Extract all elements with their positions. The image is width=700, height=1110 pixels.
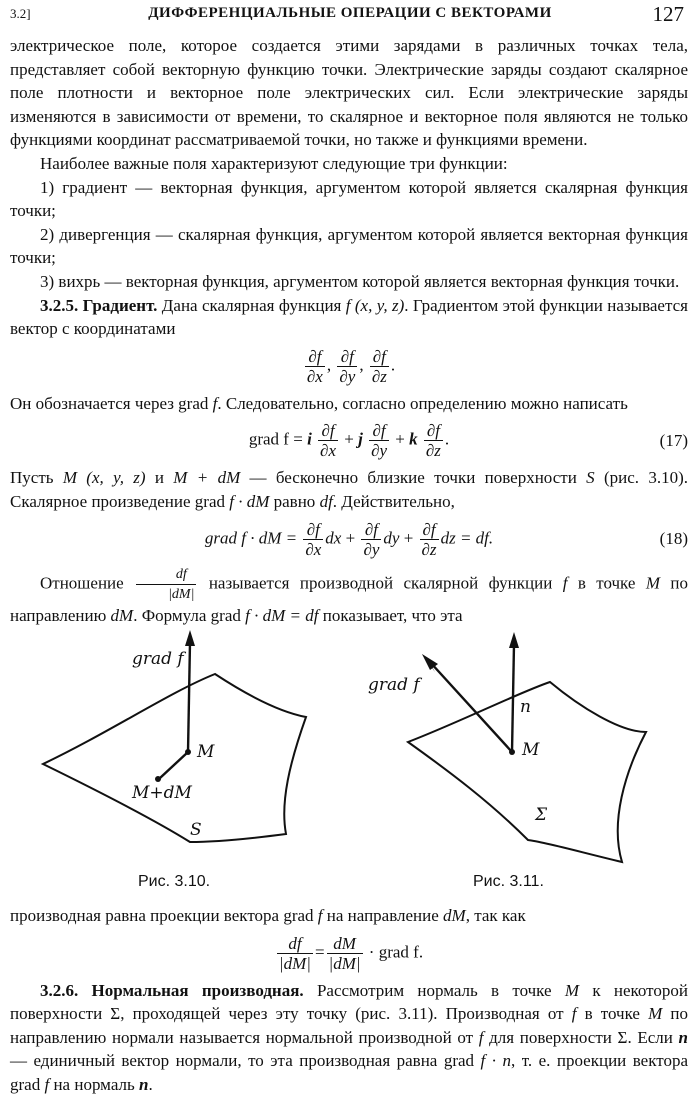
paragraph-points: Пусть M (x, y, z) и M + dM — бесконечно близкие точки поверхности S (рис. 3.10). Скалярное произведение grad f · dM равно df. Действительно, (10, 468, 688, 511)
paragraph-notation: Он обозначается через grad f. Следовательно, согласно определению можно написать (10, 393, 628, 413)
list-item-gradient: 1) градиент — векторная функция, аргументом которой является скалярная функция точки; (10, 177, 688, 221)
label-surface-sigma: Σ (535, 805, 548, 825)
equation-number-18: (18) (659, 529, 688, 549)
text-block-top (10, 34, 688, 627)
paragraph-gradient: 3.2.5. Градиент. Дана скалярная функция f (x, y, z). Градиентом этой функции называется вектор с координатами (10, 295, 688, 339)
paragraph-functions: Наиболее важные поля характеризуют следующие три функции: (40, 153, 508, 173)
paragraph-derivative: Отношение $\frac{df}{|dM|}$ называется производной скалярной функции f в точке M по направлению dM. Формула grad f · dM = df показывает, что эта (10, 566, 688, 625)
label-m: M (197, 742, 215, 762)
label-grad-f: grad f (132, 649, 184, 669)
caption-fig-3-10: Рис. 3.10. (138, 873, 211, 890)
paragraph-projection: производная равна проекции вектора grad f на направление dM, так как (10, 906, 526, 925)
text-block-bottom (10, 904, 688, 1097)
list-item-curl: 3) вихрь — векторная функция, аргументом которой является векторная функция точки. (40, 271, 680, 291)
label-surface-s: S (190, 820, 202, 840)
equation-partials: $\frac{\partial f}{\partial x}$ , $\frac{\partial f}{\partial y}$ , $\frac{\partial f}{\partial z}$ . (306, 346, 396, 386)
list-item-divergence: 2) дивергенция — скалярная функция, аргументом которой является векторная функция точки; (10, 224, 688, 268)
paragraph-intro: электрическое поле, которое создается этими зарядами в различных точках тела, представляет собой векторную функцию точки. Электрические заряды создают скалярное поле плотности и векторное поле электрических сил. Если электрические заряды изменяются в зависимости от времени, то скалярное и векторное поля являются не только функциями координат рассматриваемой точки, но также и функциями времени. (10, 36, 688, 150)
page-number: 127 (652, 2, 684, 26)
equation-17: grad f = i $\frac{\partial f}{\partial x}$ + j $\frac{\partial f}{\partial y}$ + k $\frac{\partial f}{\partial z}$ . (17) (248, 421, 688, 461)
paragraph-normal-derivative: 3.2.6. Нормальная производная. Рассмотрим нормаль в точке M к некоторой поверхности Σ, проходящей через эту точку (рис. 3.11). Производная от f в точке M по направлению нормали называется нормальной производной от f для поверхности Σ. Если n — единичный вектор нормали, то эта производная равна grad f · n, т. е. проекции вектора grad f на нормаль n. (10, 980, 688, 1094)
equation-number-17: (17) (659, 431, 688, 451)
label-grad-f: grad f (368, 675, 420, 695)
equation-projection: $\frac{df}{|dM|}$ = $\frac{dM}{|dM|}$ · grad f. (278, 933, 424, 973)
section-heading-gradient: 3.2.5. Градиент. (40, 295, 158, 315)
page-header (10, 0, 690, 30)
label-normal-n: n (520, 697, 531, 717)
running-title: ДИФФЕРЕНЦИАЛЬНЫЕ ОПЕРАЦИИ С ВЕКТОРАМИ (148, 5, 552, 21)
label-m-plus-dm: M+dM (132, 783, 192, 803)
label-m: M (522, 740, 540, 760)
section-heading-normal-derivative: 3.2.6. Нормальная производная. (40, 980, 304, 1000)
caption-fig-3-11: Рис. 3.11. (473, 873, 544, 890)
equation-18: grad f · dM = $\frac{\partial f}{\partial x}$ dx + $\frac{\partial f}{\partial y}$ dy + $\frac{\partial f}{\partial z}$ dz = df. (18) (204, 519, 688, 559)
figures-row (10, 622, 690, 902)
figure-3-11 (10, 622, 690, 872)
section-number: 3.2] (10, 6, 31, 21)
